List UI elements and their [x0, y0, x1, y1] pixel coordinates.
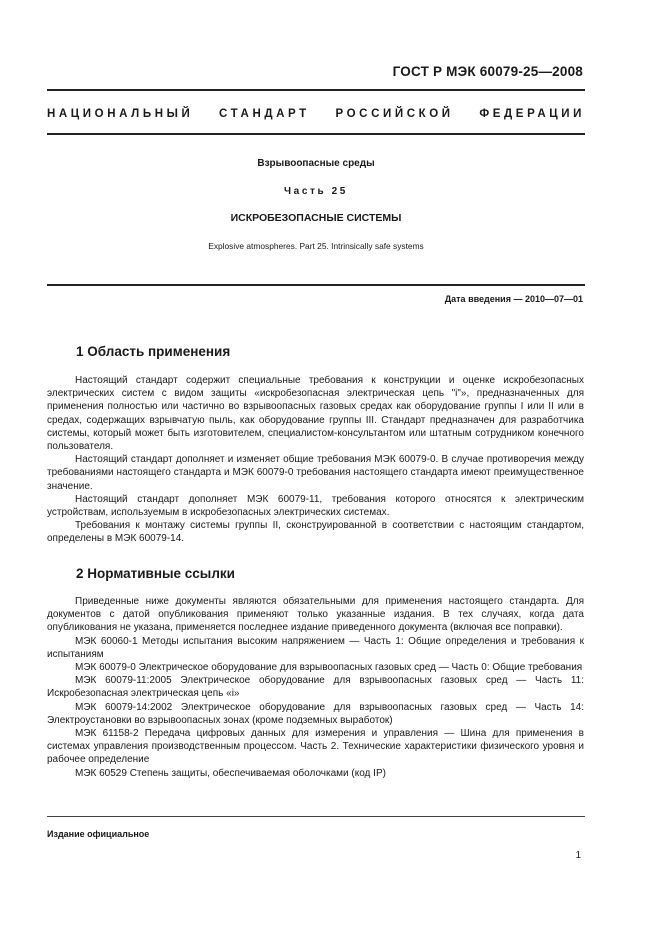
national-standard-banner: [47, 108, 585, 120]
introduction-date: Дата введения — 2010—07—01: [444, 294, 583, 304]
banner-rule: [47, 133, 585, 135]
section-heading: 1 Область применения: [76, 344, 231, 359]
banner-word: ФЕДЕРАЦИИ: [479, 108, 585, 120]
standard-title-english: Explosive atmospheres. Part 25. Intrinsically safe systems: [208, 241, 424, 251]
banner-word: РОССИЙСКОЙ: [335, 108, 454, 120]
paragraph: Настоящий стандарт дополняет и изменяет общие требования МЭК 60079-0. В случае противоречия между требованиями настоящего стандарта и МЭК 60079-0 требования настоящего стандарта имеют преимущественное значение.: [47, 454, 584, 492]
footer-rule: [47, 816, 585, 817]
reference-item: МЭК 60079-14:2002 Электрическое оборудование для взрывоопасных газовых сред — Часть 14: Электроустановки во взрывоопасных зонах (кроме подземных выработок): [47, 701, 584, 726]
reference-item: МЭК 61158-2 Передача цифровых данных для измерения и управления — Шина для применения в системах управления производственным процессом. Часть 2. Технические характеристики физического уровня и рабочее определение: [47, 728, 584, 766]
paragraph: Требования к монтажу системы группы II, сконструированной в соответствии с настоящим стандартом, определены в МЭК 60079-14.: [47, 520, 584, 545]
standard-title: ИСКРОБЕЗОПАСНЫЕ СИСТЕМЫ: [230, 212, 402, 224]
paragraph: Приведенные ниже документы являются обязательными для применения настоящего стандарта. Для документов с датой опубликования применяют только указанные издания. В тех случаях, когда дата опубликования не указана, применяется последнее издание приведенного документа (включая все поправки).: [47, 596, 584, 634]
title-rule: [47, 284, 585, 286]
banner-word: СТАНДАРТ: [219, 108, 310, 120]
document-code: ГОСТ Р МЭК 60079-25—2008: [392, 64, 583, 79]
section-2-body: [47, 595, 584, 780]
reference-item: МЭК 60060-1 Методы испытания высоким напряжением — Часть 1: Общие определения и требования к испытаниям: [47, 635, 584, 660]
reference-item: МЭК 60079-0 Электрическое оборудование для взрывоопасных газовых сред — Часть 0: Общие требования: [75, 662, 583, 674]
top-rule: [47, 89, 585, 91]
section-1-body: [47, 374, 584, 546]
banner-word: НАЦИОНАЛЬНЫЙ: [47, 108, 194, 120]
paragraph: Настоящий стандарт содержит специальные требования к конструкции и оценке искробезопасных электрических систем с видом защиты «искробезопасная электрическая цепь "i"», предназначенных для применения полностью или частично во взрывоопасных газовых средах как оборудование группы I или II или в средах, содержащих взрывчатую пыль, как оборудование группы III. Стандарт предназначен для разработчика системы, который может быть изготовителем, специалистом-консультантом или штатным сотрудником конечного пользователя.: [47, 375, 584, 453]
edition-label: Издание официальное: [47, 829, 150, 839]
paragraph: Настоящий стандарт дополняет МЭК 60079-11, требования которого относятся к электрическим устройствам, используемым в искробезопасных электрических системах.: [47, 493, 584, 519]
reference-item: МЭК 60529 Степень защиты, обеспечиваемая оболочками (код IP): [75, 767, 386, 779]
standard-subject: Взрывоопасные среды: [257, 158, 375, 169]
page-number: 1: [575, 850, 581, 861]
standard-part: Часть 25: [284, 186, 348, 197]
section-heading: 2 Нормативные ссылки: [76, 566, 235, 581]
reference-item: МЭК 60079-11:2005 Электрическое оборудование для взрывоопасных газовых сред — Часть 11: Искробезопасная электрическая цепь «i»: [47, 675, 584, 700]
